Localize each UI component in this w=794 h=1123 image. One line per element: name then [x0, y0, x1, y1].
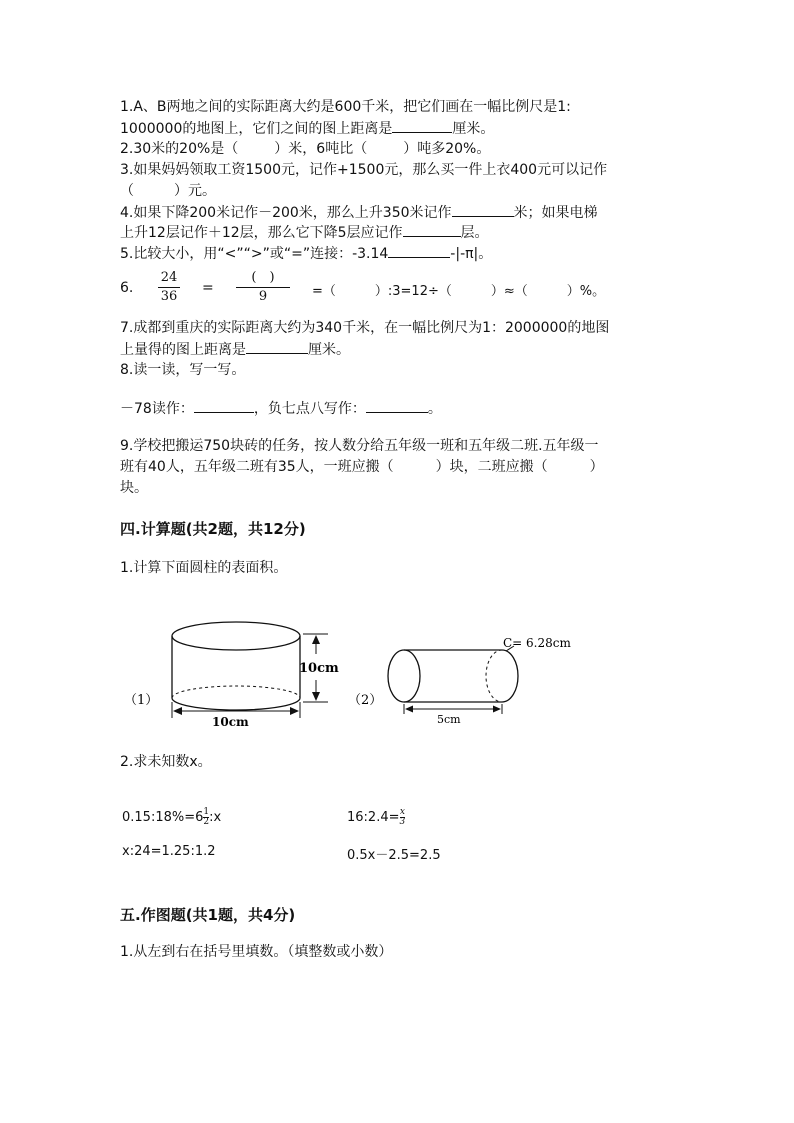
- cylinder-2-left-face: [388, 650, 420, 702]
- q6-number: 6.: [120, 280, 134, 296]
- cylinder-1-height-arrowhead-up: [312, 635, 320, 644]
- cylinder-2-circumference-label: C= 6.28cm: [503, 636, 571, 650]
- calc1-title: 1.计算下面圆柱的表面积。: [120, 560, 288, 576]
- q4-answer-blank-2[interactable]: [403, 222, 461, 237]
- q4-text-d: 层。: [460, 225, 489, 241]
- q6-fraction-2-numerator[interactable]: ( ): [251, 270, 275, 285]
- cylinder-1-height-label: 10cm: [299, 661, 339, 676]
- q6-fraction-1-numerator: 24: [160, 270, 178, 285]
- q8-line: [120, 398, 442, 419]
- equation-3: x:24=1.25:1.2: [122, 844, 216, 859]
- equation-1: [122, 808, 221, 827]
- cylinder-2-length-label: 5cm: [437, 713, 461, 726]
- q7-text-b: 厘米。: [308, 342, 350, 358]
- q3-line2: [120, 181, 216, 201]
- equation-1-fraction-numerator: 1: [203, 807, 210, 817]
- q4-line1: [120, 202, 598, 223]
- q6-fraction-2-bar: [236, 287, 290, 288]
- cylinder-2-length-arrowhead-left: [405, 706, 413, 713]
- q1-line1: 1.A、B两地之间的实际距离大约是600千米，把它们画在一幅比例尺是1:: [120, 99, 571, 115]
- q5-answer-blank[interactable]: [388, 243, 450, 258]
- cylinders-figure: [0, 610, 794, 750]
- draw1-title: 1.从左到右在括号里填数。（填整数或小数）: [120, 944, 393, 960]
- cylinder-1-bottom-front: [172, 698, 300, 710]
- q6-fraction-1-bar: [158, 287, 180, 288]
- cylinder-1-width-label: 10cm: [212, 715, 249, 729]
- cylinder-1-width-arrowhead-right: [290, 707, 299, 715]
- q1-text-a: 1000000的地图上，它们之间的图上距离是: [120, 121, 393, 137]
- q4-text-a: 4.如果下降200米记作－200米，那么上升350米记作: [120, 205, 452, 221]
- equation-2: [347, 808, 405, 827]
- q2-line: [120, 139, 490, 159]
- equation-2-fraction: [400, 808, 406, 827]
- q8-title: 8.读一读，写一写。: [120, 362, 246, 378]
- equation-4: 0.5x－2.5=2.5: [347, 848, 441, 863]
- cylinder-1-label: （1）: [124, 693, 159, 708]
- q6-fraction-1: [158, 270, 180, 305]
- q4-line2: [120, 222, 489, 243]
- q8-answer-blank-2[interactable]: [366, 398, 428, 413]
- equation-2-text: 16:2.4=: [347, 810, 400, 825]
- q2-text-c: ）吨多20%。: [403, 141, 491, 157]
- q1-line2: [120, 118, 494, 139]
- q7-answer-blank[interactable]: [246, 339, 308, 354]
- q5-line: [120, 243, 492, 264]
- cylinder-2-length-arrowhead-right: [493, 706, 501, 713]
- q8-text-b: ，负七点八写作：: [253, 401, 366, 417]
- cylinder-1-top: [172, 622, 300, 650]
- q1-answer-blank[interactable]: [392, 118, 452, 133]
- q9-line1: 9.学校把搬运750块砖的任务，按人数分给五年级一班和五年级二班.五年级一: [120, 438, 599, 454]
- cylinder-1: [172, 622, 339, 729]
- cylinder-2-right-back: [486, 650, 502, 702]
- q2-text-a: 2.30米的20%是（: [120, 141, 239, 157]
- equation-2-fraction-numerator: x: [399, 807, 405, 817]
- calc2-title: 2.求未知数x。: [120, 754, 212, 770]
- q7-line2: [120, 339, 350, 360]
- cylinder-1-height-arrowhead-down: [312, 692, 320, 701]
- q4-answer-blank-1[interactable]: [452, 202, 514, 217]
- cylinder-1-width-arrowhead-left: [173, 707, 182, 715]
- q3-line1: 3.如果妈妈领取工资1500元，记作+1500元，那么买一件上衣400元可以记作: [120, 162, 608, 178]
- q6-fraction-2-denominator: 9: [258, 289, 268, 304]
- q9-line2: 班有40人，五年级二班有35人，一班应搬（ ）块，二班应搬（ ）: [120, 459, 604, 475]
- q8-text-c: 。: [427, 401, 442, 417]
- q6-fraction-1-denominator: 36: [160, 289, 178, 304]
- cylinder-2-right-front: [502, 650, 518, 702]
- equation-1-text-b: :x: [209, 810, 222, 825]
- q7-text-a: 上量得的图上距离是: [120, 342, 246, 358]
- q9-line3: 块。: [120, 480, 148, 496]
- cylinder-1-bottom-back: [172, 686, 300, 698]
- section-4-heading: 四.计算题(共2题，共12分): [120, 520, 306, 538]
- q6-fraction-2: [236, 270, 290, 305]
- cylinder-2-label: （2）: [348, 693, 383, 708]
- q6-rest: =（ ）:3=12÷（ ）≈（ ）%。: [312, 284, 606, 299]
- q3-text-a: （: [120, 183, 134, 199]
- q5-text-b: -|-π|。: [450, 246, 493, 262]
- cylinder-2: [388, 636, 571, 726]
- section-5-heading: 五.作图题(共1题，共4分): [120, 906, 296, 924]
- q5-text-a: 5.比较大小，用“<”“>”或“=”连接：-3.14: [120, 246, 389, 262]
- q6-equals: =: [202, 280, 214, 296]
- q4-text-c: 上升12层记作＋12层，那么它下降5层应记作: [120, 225, 403, 241]
- q1-text-b: 厘米。: [452, 121, 495, 137]
- equation-2-fraction-denominator: 3: [399, 817, 406, 827]
- equation-1-fraction-denominator: 2: [203, 817, 210, 827]
- equation-1-text-a: 0.15:18%=6: [122, 810, 204, 825]
- q8-answer-blank-1[interactable]: [194, 398, 254, 413]
- q3-text-b: ）元。: [174, 183, 216, 199]
- q7-line1: 7.成都到重庆的实际距离大约为340千米，在一幅比例尺为1：2000000的地图: [120, 320, 610, 336]
- q2-text-b: ）米，6吨比（: [274, 141, 368, 157]
- q4-text-b: 米；如果电梯: [513, 205, 598, 221]
- q8-text-a: －78读作：: [120, 401, 194, 417]
